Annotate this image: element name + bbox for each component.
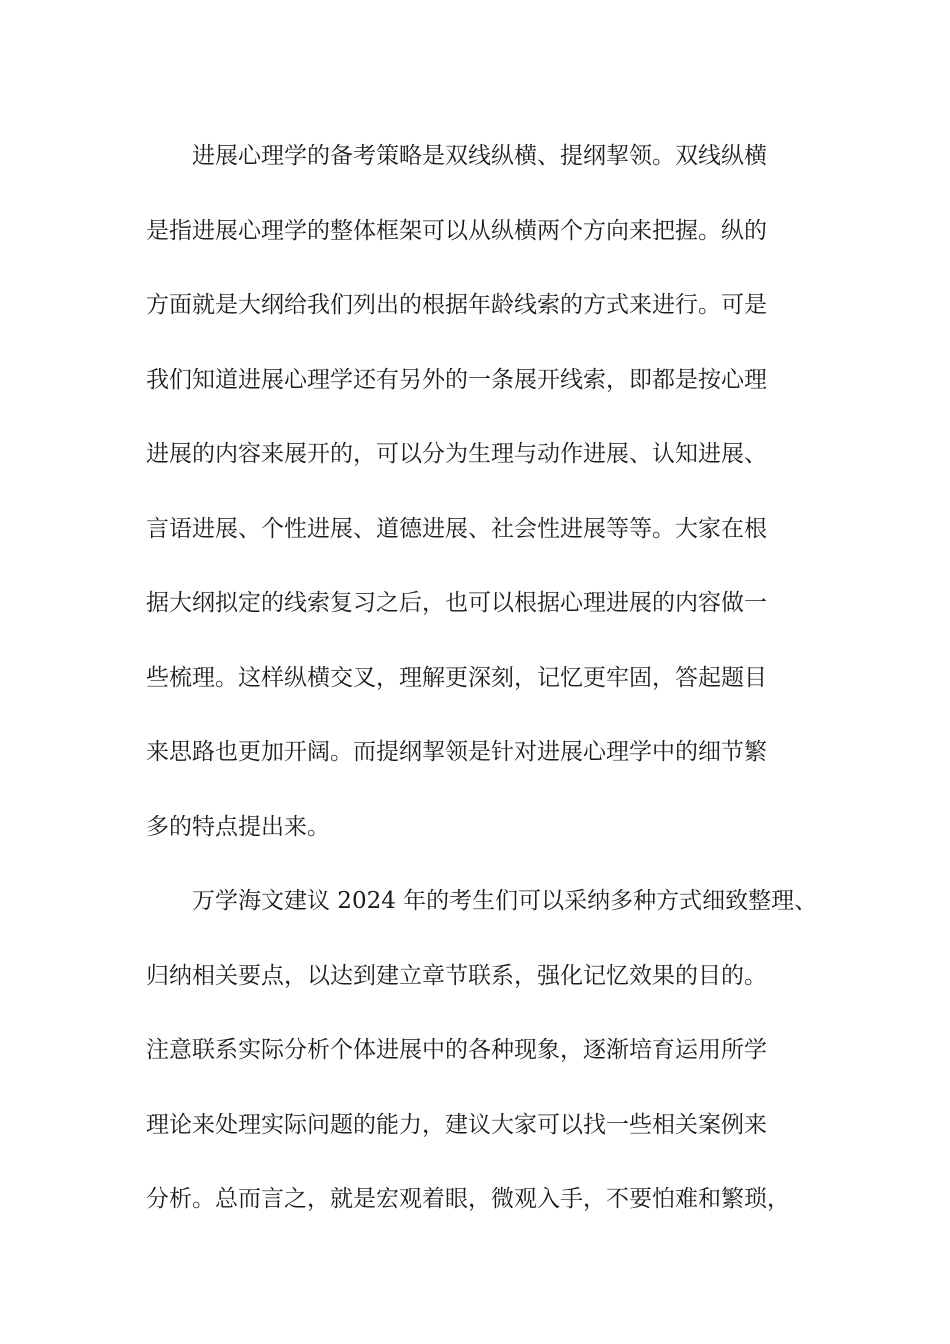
paragraph-line: 我们知道进展心理学还有另外的一条展开线索，即都是按心理 [146, 366, 767, 393]
paragraph-line: 万学海文建议 2024 年的考生们可以采纳多种方式细致整理、 [192, 888, 818, 914]
paragraph-line: 进展的内容来展开的，可以分为生理与动作进展、认知进展、 [146, 441, 767, 467]
paragraph-line: 些梳理。这样纵横交叉，理解更深刻，记忆更牢固，答起题目 [146, 664, 767, 691]
paragraph-line: 进展心理学的备考策略是双线纵横、提纲挈领。双线纵横 [192, 143, 767, 169]
paragraph-1 [146, 130, 816, 853]
paragraph-line: 注意联系实际分析个体进展中的各种现象，逐渐培育运用所学 [146, 1037, 767, 1063]
paragraph-line: 言语进展、个性进展、道德进展、社会性进展等等。大家在根 [146, 515, 767, 542]
paragraph-line: 多的特点提出来。 [146, 813, 330, 840]
document-body [146, 130, 816, 1248]
paragraph-line: 方面就是大纲给我们列出的根据年龄线索的方式来进行。可是 [146, 292, 767, 318]
paragraph-line: 归纳相关要点，以达到建立章节联系，强化记忆效果的目的。 [146, 962, 767, 989]
paragraph-line: 分析。总而言之，就是宏观着眼，微观入手，不要怕难和繁琐， [146, 1186, 790, 1212]
paragraph-line: 来思路也更加开阔。而提纲挈领是针对进展心理学中的细节繁 [146, 739, 767, 765]
paragraph-line: 理论来处理实际问题的能力，建议大家可以找一些相关案例来 [146, 1111, 767, 1138]
paragraph-line: 据大纲拟定的线索复习之后，也可以根据心理进展的内容做一 [146, 590, 767, 616]
paragraph-2 [146, 875, 816, 1225]
paragraph-line: 是指进展心理学的整体框架可以从纵横两个方向来把握。纵的 [146, 217, 767, 244]
